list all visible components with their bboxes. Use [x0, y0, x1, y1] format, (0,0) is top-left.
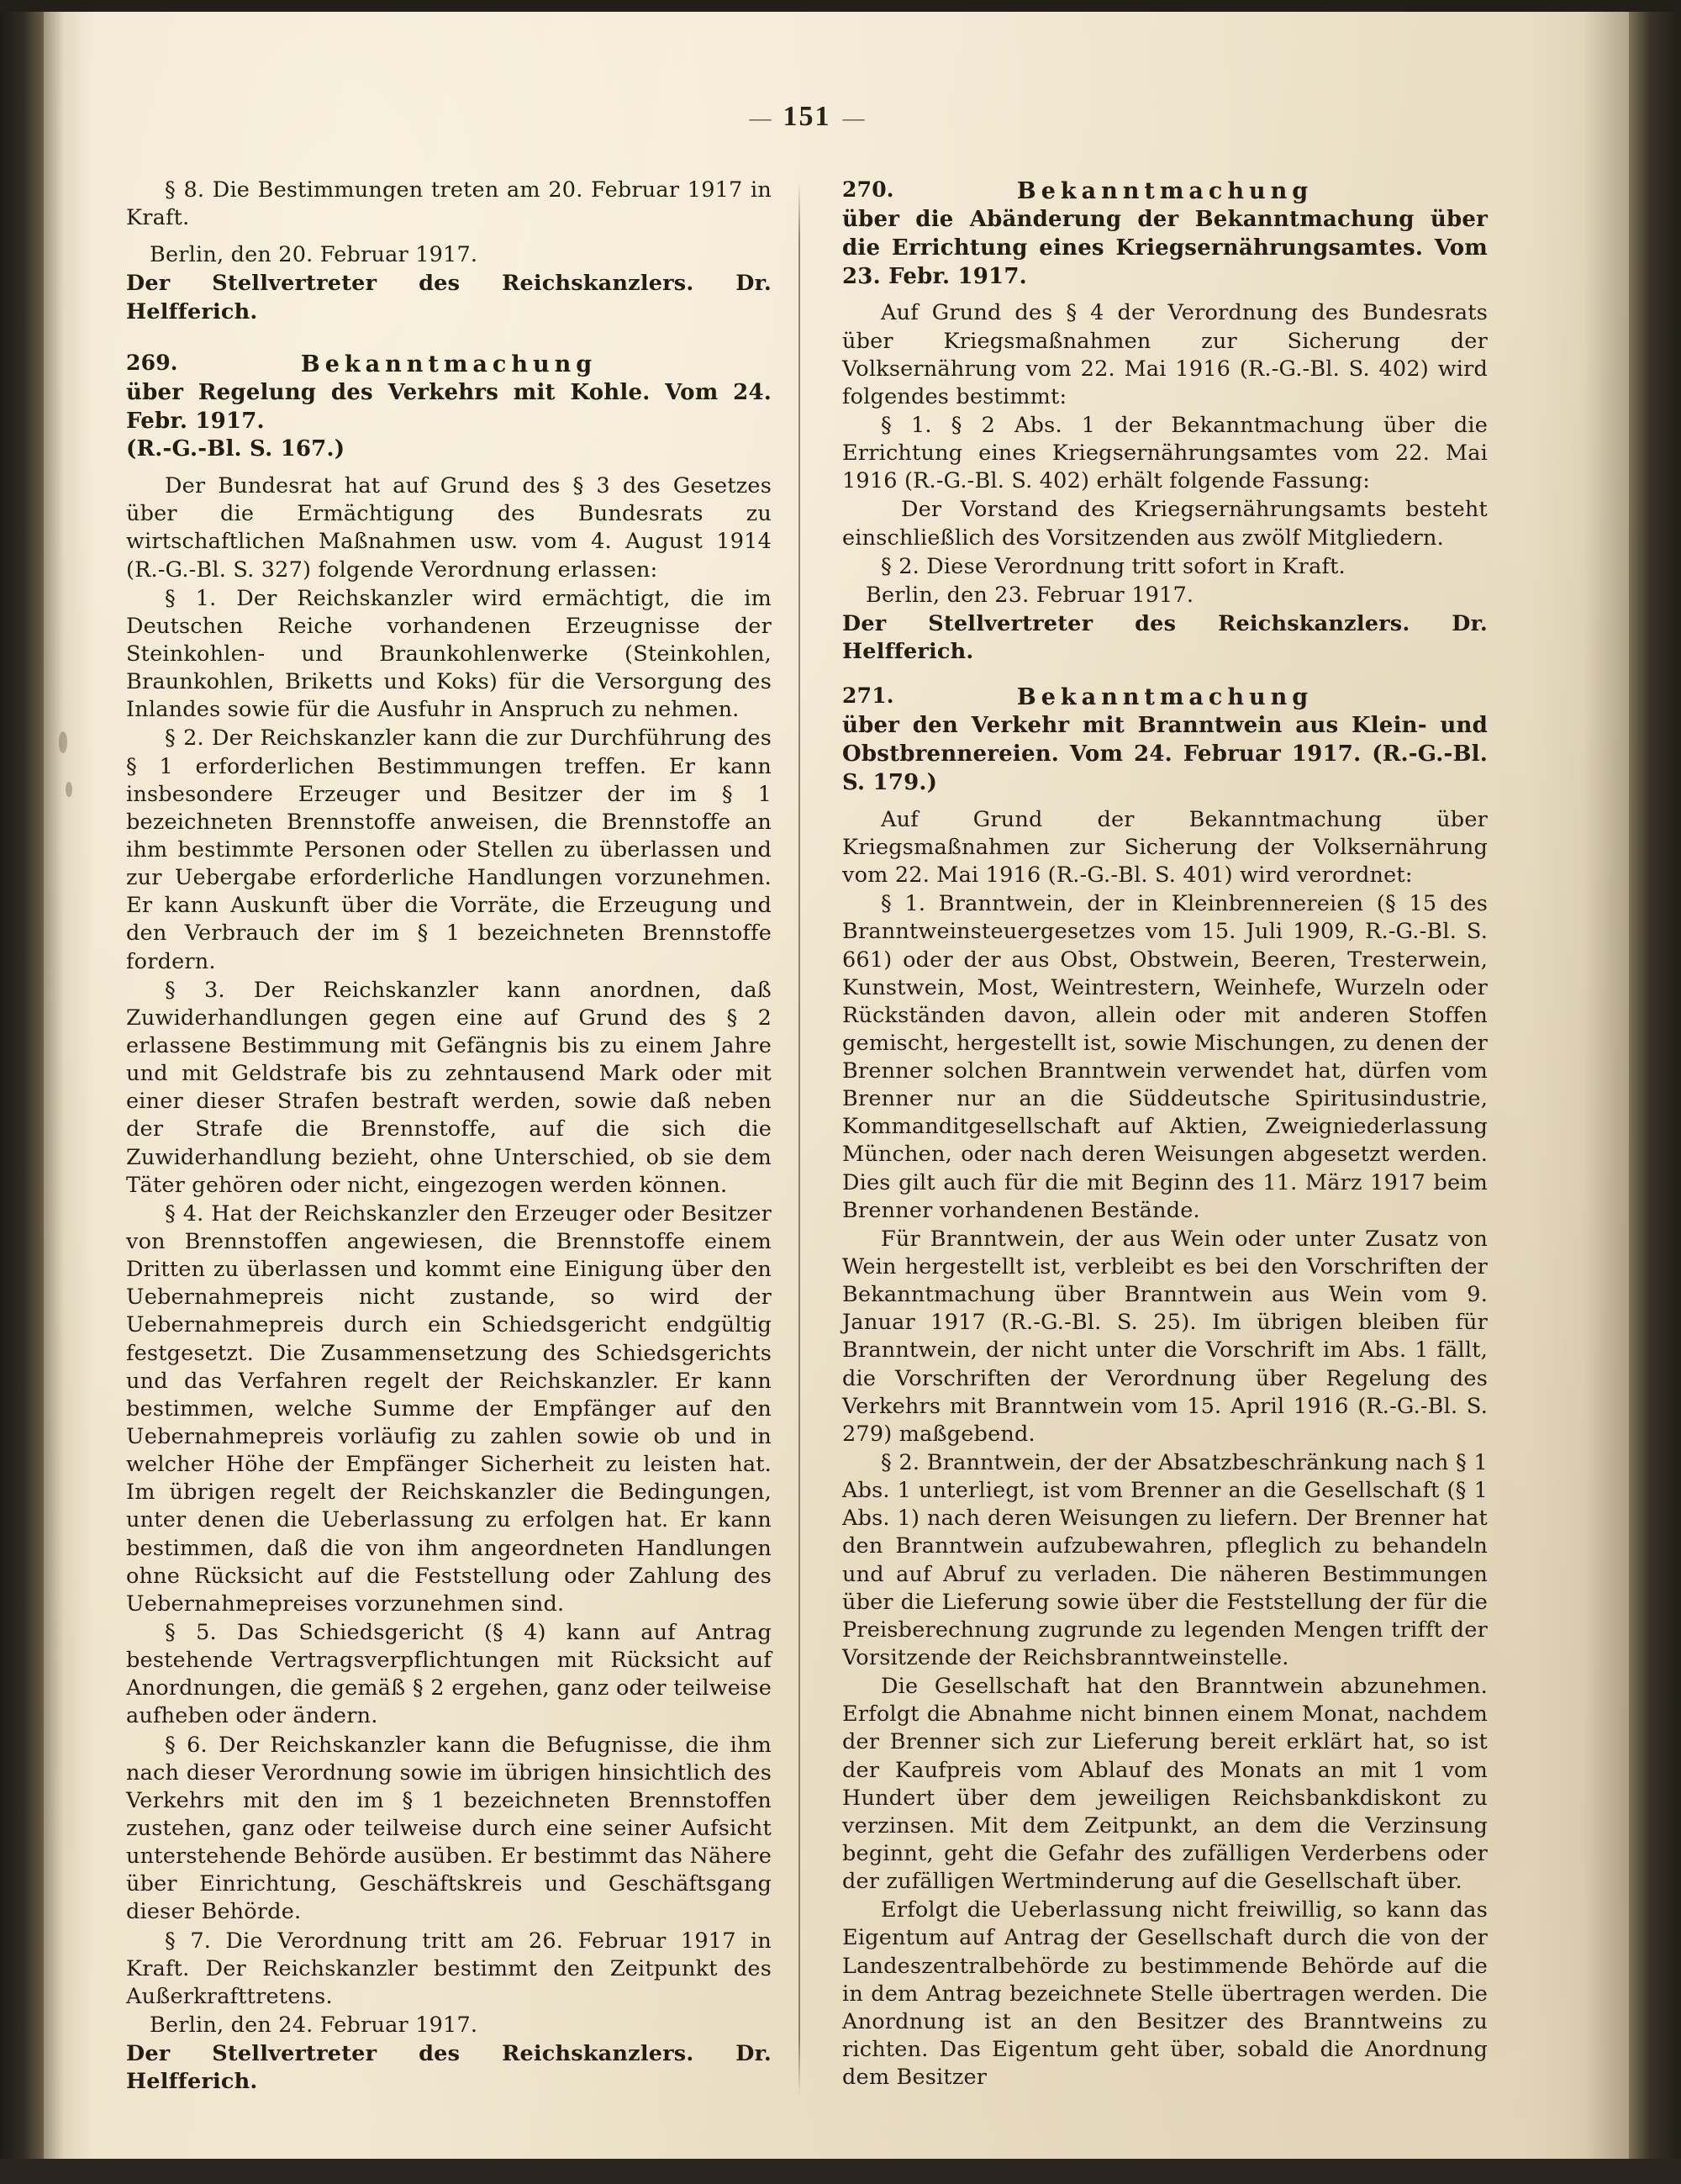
page-content [126, 101, 1488, 2096]
paragraph: § 6. Der Reichskanzler kann die Befugnisse, die ihm nach dieser Verordnung sowie im übrigen hinsichtlich des Verkehrs mit den im § 1 bezeichneten Brennstoffen zustehen, ganz oder teilweise durch eine seiner Aufsicht unterstehende Behörde ausüben. Er bestimmt das Nähere über Einrichtung, Geschäftskreis und Geschäftsgang dieser Behörde. [126, 1732, 772, 1925]
paragraph: § 5. Das Schiedsgericht (§ 4) kann auf Antrag bestehende Vertragsverpflichtungen mit Rücksicht auf Anordnungen, die gemäß § 2 ergehen, ganz oder teilweise aufheben oder ändern. [126, 1619, 772, 1729]
section-number-heading [842, 683, 1488, 712]
paragraph: Erfolgt die Ueberlassung nicht freiwillig, so kann das Eigentum auf Antrag der Gesellschaft durch die von der Landeszentralbehörde zu bestimmende Behörde auf die in dem Antrag bezeichnete Stelle übertragen werden. Die Anordnung ist an den Besitzer des Branntweins zu richten. Das Eigentum geht über, sobald die Anordnung dem Besitzer [842, 1897, 1488, 2091]
place-date-line: Berlin, den 24. Februar 1917. [150, 2012, 478, 2038]
section-subtitle: über Regelung des Verkehrs mit Kohle. Vom 24. Febr. 1917. [126, 379, 772, 434]
section-number: 270. [842, 177, 894, 202]
section-title: Bekanntmachung [1016, 178, 1314, 204]
page-right-shadow [1528, 0, 1629, 2184]
page-bottom-edge [0, 2159, 1681, 2184]
section-reference: (R.-G.-Bl. S. 167.) [126, 436, 345, 462]
page-number-dash-left: — [749, 106, 772, 130]
quoted-paragraph: Der Vorstand des Kriegsernährungsamts besteht einschließlich des Vorsitzenden aus zwölf Mitgliedern. [842, 497, 1488, 551]
paragraph: § 7. Die Verordnung tritt am 26. Februar 1917 in Kraft. Der Reichskanzler bestimmt den Zeitpunkt des Außerkrafttretens. [126, 1928, 772, 2009]
section-number-heading [842, 177, 1488, 206]
paragraph: Die Gesellschaft hat den Branntwein abzunehmen. Erfolgt die Abnahme nicht binnen einem Monat, nachdem der Brenner sich zur Lieferung bereit erklärt hat, so ist der Kaufpreis vom Ablauf des Monats an mit 1 vom Hundert über dem jeweiligen Reichsbankdiskont zu verzinsen. Mit dem Zeitpunkt, an dem die Verzinsung beginnt, geht die Gefahr des zufälligen Verderbens oder der zufälligen Wertminderung auf die Gesellschaft über. [842, 1674, 1488, 1895]
page-top-edge [0, 0, 1681, 12]
page-left-edge [0, 0, 44, 2184]
right-column [809, 177, 1488, 2092]
place-date-line: Berlin, den 20. Februar 1917. [150, 242, 478, 268]
paragraph: § 8. Die Bestimmungen treten am 20. Februar 1917 in Kraft. [126, 177, 772, 231]
paper-speck [66, 782, 72, 797]
page-number: 151 [783, 101, 831, 132]
paragraph: § 3. Der Reichskanzler kann anordnen, daß Zuwiderhandlungen gegen eine auf Grund des § 2 erlassene Bestimmung mit Gefängnis bis zu einem Jahre und mit Geldstrafe bis zu zehntausend Mark oder mit einer dieser Strafen bestraft werden, sowie daß neben der Strafe die Brennstoffe, auf die sich die Zuwiderhandlung bezieht, ohne Unterschied, ob sie dem Täter gehören oder nicht, eingezogen werden können. [126, 977, 772, 1198]
paper-speck [59, 731, 67, 753]
page-number-dash-right: — [842, 106, 865, 130]
page-right-edge [1629, 0, 1681, 2184]
signature-line: Der Stellvertreter des Reichskanzlers. Dr. Helfferich. [842, 611, 1488, 665]
signature-line: Der Stellvertreter des Reichskanzlers. Dr. Helfferich. [126, 271, 772, 324]
page-gutter-shadow [44, 0, 94, 2184]
paragraph: Für Branntwein, der aus Wein oder unter Zusatz von Wein hergestellt ist, verbleibt es bei den Vorschriften der Bekanntmachung über Branntwein aus Wein vom 9. Januar 1917 (R.-G.-Bl. S. 25). Im übrigen bleiben für Branntwein, der nicht unter die Vorschrift im Abs. 1 fällt, die Vorschriften der Verordnung über Regelung des Verkehrs mit Branntwein vom 15. April 1916 (R.-G.-Bl. S. 279) maßgebend. [842, 1226, 1488, 1447]
paragraph: Auf Grund der Bekanntmachung über Kriegsmaßnahmen zur Sicherung der Volksernährung vom 22. Mai 1916 (R.-G.-Bl. S. 401) wird verordnet: [842, 806, 1488, 889]
section-number: 271. [842, 683, 894, 709]
paragraph: § 2. Der Reichskanzler kann die zur Durchführung des § 1 erforderlichen Bestimmungen treffen. Er kann insbesondere Erzeuger und Besitzer der im § 1 bezeichneten Brennstoffe anweisen, die Brennstoffe an ihm bestimmte Personen oder Stellen zu überlassen und zur Uebergabe erforderliche Handlungen vorzunehmen. Er kann Auskunft über die Vorräte, die Erzeugung und den Verbrauch der im § 1 bezeichneten Brennstoffe fordern. [126, 725, 772, 974]
paragraph: § 1. § 2 Abs. 1 der Bekanntmachung über die Errichtung eines Kriegsernährungsamtes vom 22. Mai 1916 (R.-G.-Bl. S. 402) erhält folgende Fassung: [842, 413, 1488, 494]
place-date-line: Berlin, den 23. Februar 1917. [866, 582, 1194, 608]
paragraph: Der Bundesrat hat auf Grund des § 3 des Gesetzes über die Ermächtigung des Bundesrats zu wirtschaftlichen Maßnahmen usw. vom 4. August 1914 (R.-G.-Bl. S. 327) folgende Verordnung erlassen: [126, 473, 772, 583]
two-column-body [126, 177, 1488, 2096]
section-number: 269. [126, 350, 178, 375]
section-subtitle: über die Abänderung der Bekanntmachung über die Errichtung eines Kriegsernährungsamtes. Vom 23. Febr. 1917. [842, 207, 1488, 289]
paragraph: § 4. Hat der Reichskanzler den Erzeuger oder Besitzer von Brennstoffen angewiesen, die Brennstoffe einem Dritten zu überlassen und kommt eine Einigung über den Uebernahmepreis nicht zustande, so wird der Uebernahmepreis durch ein Schiedsgericht endgültig festgesetzt. Die Zusammensetzung des Schiedsgerichts und das Verfahren regelt der Reichskanzler. Er kann bestimmen, welche Summe der Empfänger auf den Uebernahmepreis vorläufig zu zahlen sowie ob und in welcher Höhe der Empfänger Sicherheit zu leisten hat. Im übrigen regelt der Reichskanzler die Bedingungen, unter denen die Ueberlassung zu erfolgen hat. Er kann bestimmen, daß die von ihm angeordneten Handlungen ohne Rücksicht auf die Feststellung oder Zahlung des Uebernahmepreises vorzunehmen sind. [126, 1200, 772, 1617]
section-subtitle: über den Verkehr mit Branntwein aus Klein- und Obstbrennereien. Vom 24. Februar 1917. (R.-G.-Bl. S. 179.) [842, 713, 1488, 795]
paragraph: § 1. Der Reichskanzler wird ermächtigt, die im Deutschen Reiche vorhandenen Erzeugnisse der Steinkohlen- und Braunkohlenwerke (Steinkohlen, Braunkohlen, Briketts und Koks) für die Versorgung des Inlandes sowie für die Ausfuhr in Anspruch zu nehmen. [126, 585, 772, 723]
paragraph: Auf Grund des § 4 der Verordnung des Bundesrats über Kriegsmaßnahmen zur Sicherung der Volksernährung vom 22. Mai 1916 (R.-G.-Bl. S. 402) wird folgendes bestimmt: [842, 300, 1488, 409]
paragraph: § 2. Diese Verordnung tritt sofort in Kraft. [881, 553, 1346, 579]
page-number-line [126, 101, 1488, 133]
section-title: Bekanntmachung [1016, 684, 1314, 711]
paragraph: § 2. Branntwein, der der Absatzbeschränkung nach § 1 Abs. 1 unterliegt, ist vom Brenner an die Gesellschaft (§ 1 Abs. 1) nach deren Weisungen zu liefern. Der Brenner hat den Branntwein aufzubewahren, pfleglich zu behandeln und auf Abruf zu verladen. Die näheren Bestimmungen über die Lieferung sowie über die Feststellung der für die Preisberechnung zugrunde zu legenden Mengen trifft der Vorsitzende der Reichsbranntweinstelle. [842, 1450, 1488, 1671]
left-column [126, 177, 790, 2096]
signature-line: Der Stellvertreter des Reichskanzlers. Dr. Helfferich. [126, 2041, 772, 2095]
paragraph: § 1. Branntwein, der in Kleinbrennereien (§ 15 des Branntweinsteuergesetzes vom 15. Juli 1909, R.-G.-Bl. S. 661) oder der aus Obst, Obstwein, Beeren, Tresterwein, Kunstwein, Most, Weintrestern, Weinhefe, Wurzeln oder Rückständen davon, allein oder mit anderen Stoffen gemischt, hergestellt ist, sowie Mischungen, zu denen der Brenner solchen Branntwein verwendet hat, dürfen vom Brenner nur an die Süddeutsche Spiritusindustrie, Kommanditgesellschaft auf Aktien, Zweigniederlassung München, oder nach deren Weisungen abgesetzt werden. Dies gilt auch für die mit Beginn des 11. März 1917 beim Brenner vorhandenen Bestände. [842, 891, 1488, 1223]
column-divider [798, 182, 800, 2096]
section-title: Bekanntmachung [300, 351, 598, 377]
section-number-heading [126, 350, 772, 379]
